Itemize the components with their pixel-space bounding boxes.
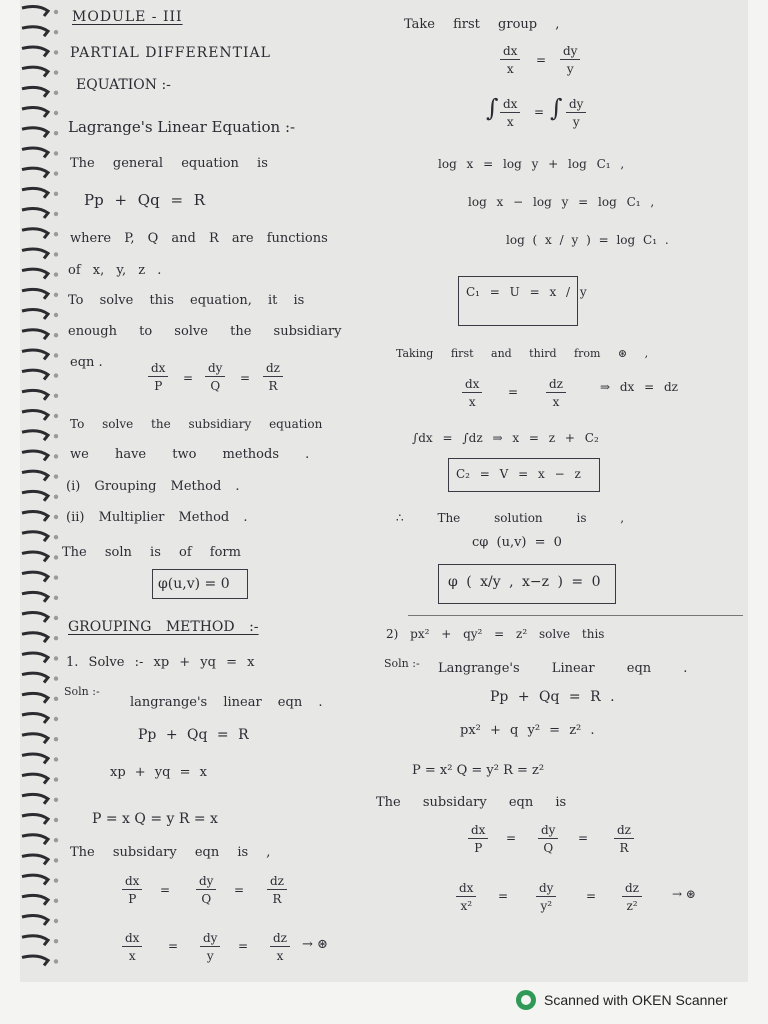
result-box-c1 <box>458 276 578 326</box>
solution-form: φ(u,v) = 0 <box>158 576 230 592</box>
text-line: The soln is of form <box>62 545 241 560</box>
binding-hole <box>54 838 58 842</box>
spiral-loop <box>22 67 48 76</box>
text-line: eqn . <box>70 355 103 370</box>
spiral-loop <box>22 451 48 460</box>
binding-hole <box>54 919 58 923</box>
binding-hole <box>54 50 58 54</box>
spiral-loop <box>22 572 48 581</box>
fraction: $\frac{dx}{x}$ <box>500 45 520 75</box>
binding-hole <box>54 535 58 539</box>
oken-logo-icon <box>516 990 536 1010</box>
equals-sign: = <box>168 939 179 953</box>
binding-hole <box>54 596 58 600</box>
binding-hole <box>54 858 58 862</box>
binding-hole <box>54 697 58 701</box>
binding-hole <box>54 434 58 438</box>
fraction: $\frac{dz}{x}$ <box>546 378 566 408</box>
spiral-loop <box>22 431 48 440</box>
star-mark: → ⊛ <box>672 887 696 901</box>
fraction: $\frac{dz}{x}$ <box>270 932 290 962</box>
spiral-loop <box>22 653 48 662</box>
spiral-loop <box>22 916 48 925</box>
spiral-loop <box>22 734 48 743</box>
binding-hole <box>54 555 58 559</box>
spiral-loop <box>22 168 48 177</box>
equation-line: log ( x / y ) = log C₁ . <box>506 233 669 247</box>
spiral-loop <box>22 714 48 723</box>
binding-hole <box>54 111 58 115</box>
binding-hole <box>54 939 58 943</box>
text-line: ∴ The solution is , <box>396 511 625 525</box>
equation-line: log x = log y + log C₁ , <box>438 157 625 171</box>
spiral-loop <box>22 87 48 96</box>
fraction: $\frac{dy}{y}$ <box>566 98 586 128</box>
spiral-loop <box>22 27 48 36</box>
equation-line: log x − log y = log C₁ , <box>468 195 655 209</box>
text-line: of x, y, z . <box>68 263 162 278</box>
text-line: langrange's linear eqn . <box>130 695 323 710</box>
equals-sign: = <box>534 105 545 119</box>
soln-label: Soln :- <box>64 685 100 698</box>
equals-sign: = <box>586 889 597 903</box>
fraction: $\frac{dx}{x}$ <box>462 378 482 408</box>
scanner-text: Scanned with OKEN Scanner <box>544 992 728 1008</box>
spiral-loop <box>22 370 48 379</box>
binding-hole <box>54 616 58 620</box>
section-divider <box>408 615 743 616</box>
fraction-dx-p: $\frac{dx}{P}$ <box>148 362 168 392</box>
spiral-loop <box>22 774 48 783</box>
binding-hole <box>54 333 58 337</box>
binding-hole <box>54 656 58 660</box>
result-c2: C₂ = V = x − z <box>456 467 581 481</box>
spiral-loop <box>22 875 48 884</box>
binding-hole <box>54 777 58 781</box>
text-line: Taking first and third from ⊛ , <box>396 347 649 360</box>
binding-hole <box>54 10 58 14</box>
pqr-values: P = x Q = y R = x <box>92 811 218 827</box>
spiral-loop <box>22 411 48 420</box>
spiral-loop <box>22 693 48 702</box>
text-line: The general equation is <box>70 156 268 171</box>
spiral-loop <box>22 188 48 197</box>
binding-hole <box>54 757 58 761</box>
spiral-loop <box>22 613 48 622</box>
spiral-binding <box>20 0 68 982</box>
fraction-dz-r: $\frac{dz}{R}$ <box>263 362 283 392</box>
method-2: (ii) Multiplier Method . <box>66 510 248 525</box>
binding-hole <box>54 232 58 236</box>
spiral-loop <box>22 350 48 359</box>
text-line: enough to solve the subsidiary <box>68 324 342 339</box>
equals-sign: = <box>508 385 519 399</box>
spiral-loop <box>22 47 48 56</box>
scanner-footer <box>516 990 728 1010</box>
fraction: $\frac{dx}{x}$ <box>500 98 520 128</box>
text-line: we have two methods . <box>70 447 310 462</box>
equation-line: cφ (u,v) = 0 <box>472 535 562 550</box>
title-line-2: EQUATION :- <box>76 77 171 93</box>
binding-hole <box>54 878 58 882</box>
equation-line: ∫dx = ∫dz ⇒ x = z + C₂ <box>412 431 599 445</box>
text-line: Langrange's Linear eqn . <box>438 661 688 676</box>
integral-sign: ∫ <box>486 94 499 122</box>
equals-sign: = <box>240 371 251 385</box>
equals-sign: = <box>578 831 589 845</box>
text-line: The subsidary eqn is <box>376 795 567 810</box>
fraction: $\frac{dx}{P}$ <box>468 824 488 854</box>
question-1: 1. Solve :- xp + yq = x <box>66 655 255 670</box>
binding-hole <box>54 212 58 216</box>
spiral-loop <box>22 269 48 278</box>
binding-hole <box>54 676 58 680</box>
binding-hole <box>54 293 58 297</box>
equals-sign: = <box>160 883 171 897</box>
equals-sign: = <box>238 939 249 953</box>
spiral-loop <box>22 633 48 642</box>
spiral-loop <box>22 835 48 844</box>
equals-sign: = <box>498 889 509 903</box>
binding-hole <box>54 414 58 418</box>
module-title: MODULE - III <box>72 9 183 25</box>
fraction: $\frac{dz}{R}$ <box>614 824 634 854</box>
text-line: The subsidary eqn is , <box>70 845 271 860</box>
title-line-1: PARTIAL DIFFERENTIAL <box>70 45 271 61</box>
spiral-loop <box>22 895 48 904</box>
spiral-loop <box>22 754 48 763</box>
equation-line: ⇒ dx = dz <box>600 380 679 394</box>
spiral-loop <box>22 794 48 803</box>
equals-sign: = <box>506 831 517 845</box>
binding-hole <box>54 515 58 519</box>
binding-hole <box>54 717 58 721</box>
integral-sign: ∫ <box>550 94 563 122</box>
fraction: $\frac{dy}{\text{y²}}$ <box>536 882 556 912</box>
spiral-loop <box>22 673 48 682</box>
section-heading-lagrange: Lagrange's Linear Equation :- <box>68 118 296 136</box>
text-line: To solve this equation, it is <box>68 293 305 308</box>
spiral-loop <box>22 289 48 298</box>
spiral-loop <box>22 128 48 137</box>
binding-hole <box>54 272 58 276</box>
equation-line: xp + yq = x <box>110 765 207 780</box>
fraction: $\frac{dy}{Q}$ <box>196 875 216 905</box>
fraction: $\frac{dx}{x}$ <box>122 932 142 962</box>
binding-hole <box>54 959 58 963</box>
method-1: (i) Grouping Method . <box>66 479 240 494</box>
binding-hole <box>54 30 58 34</box>
fraction: $\frac{dx}{P}$ <box>122 875 142 905</box>
spiral-loop <box>22 936 48 945</box>
binding-hole <box>54 373 58 377</box>
pqr-values: P = x² Q = y² R = z² <box>412 763 545 778</box>
question-2: 2) px² + qy² = z² solve this <box>386 627 605 641</box>
spiral-loop <box>22 229 48 238</box>
equals-sign: = <box>536 53 547 67</box>
binding-hole <box>54 151 58 155</box>
fraction: $\frac{dz}{R}$ <box>267 875 287 905</box>
binding-hole <box>54 192 58 196</box>
text-line: To solve the subsidiary equation <box>70 417 323 431</box>
equation-line: Pp + Qq = R <box>138 727 249 743</box>
binding-hole <box>54 454 58 458</box>
result-c1: C₁ = U = x / y <box>466 285 587 299</box>
spiral-loop <box>22 471 48 480</box>
spiral-loop <box>22 855 48 864</box>
spiral-loop <box>22 7 48 16</box>
equals-sign: = <box>183 371 194 385</box>
spiral-loop <box>22 592 48 601</box>
spiral-loop <box>22 148 48 157</box>
binding-hole <box>54 818 58 822</box>
equation-line: Pp + Qq = R . <box>490 689 615 705</box>
fraction: $\frac{dy}{y}$ <box>200 932 220 962</box>
text-line: where P, Q and R are functions <box>70 231 328 246</box>
spiral-loop <box>22 491 48 500</box>
text-line: Take first group , <box>404 17 560 32</box>
spiral-loop <box>22 815 48 824</box>
fraction: $\frac{dy}{Q}$ <box>538 824 558 854</box>
spiral-loop <box>22 390 48 399</box>
equals-sign: = <box>234 883 245 897</box>
binding-hole <box>54 171 58 175</box>
binding-hole <box>54 91 58 95</box>
final-solution: φ ( x/y , x−z ) = 0 <box>448 574 601 590</box>
fraction-dy-q: $\frac{dy}{Q}$ <box>205 362 225 392</box>
section-heading-grouping: GROUPING METHOD :- <box>68 619 259 635</box>
binding-hole <box>54 131 58 135</box>
binding-hole <box>54 737 58 741</box>
spiral-loop <box>22 310 48 319</box>
binding-hole <box>54 798 58 802</box>
binding-hole <box>54 474 58 478</box>
spiral-loop <box>22 330 48 339</box>
binding-hole <box>54 394 58 398</box>
equation-line: px² + q y² = z² . <box>460 723 595 738</box>
fraction: $\frac{dx}{\text{x²}}$ <box>456 882 476 912</box>
binding-hole <box>54 252 58 256</box>
notebook-page <box>20 0 748 982</box>
binding-hole <box>54 899 58 903</box>
binding-hole <box>54 636 58 640</box>
fraction: $\frac{dz}{\text{z²}}$ <box>622 882 642 912</box>
star-mark: → ⊛ <box>302 937 328 952</box>
binding-hole <box>54 70 58 74</box>
spiral-loop <box>22 249 48 258</box>
spiral-loop <box>22 512 48 521</box>
binding-hole <box>54 313 58 317</box>
binding-hole <box>54 353 58 357</box>
binding-hole <box>54 575 58 579</box>
general-equation: Pp + Qq = R <box>84 191 206 209</box>
spiral-loop <box>22 956 48 965</box>
spiral-loop <box>22 209 48 218</box>
fraction: $\frac{dy}{y}$ <box>560 45 580 75</box>
spiral-loop <box>22 532 48 541</box>
soln-label: Soln :- <box>384 657 420 670</box>
binding-hole <box>54 495 58 499</box>
spiral-loop <box>22 552 48 561</box>
spiral-loop <box>22 108 48 117</box>
